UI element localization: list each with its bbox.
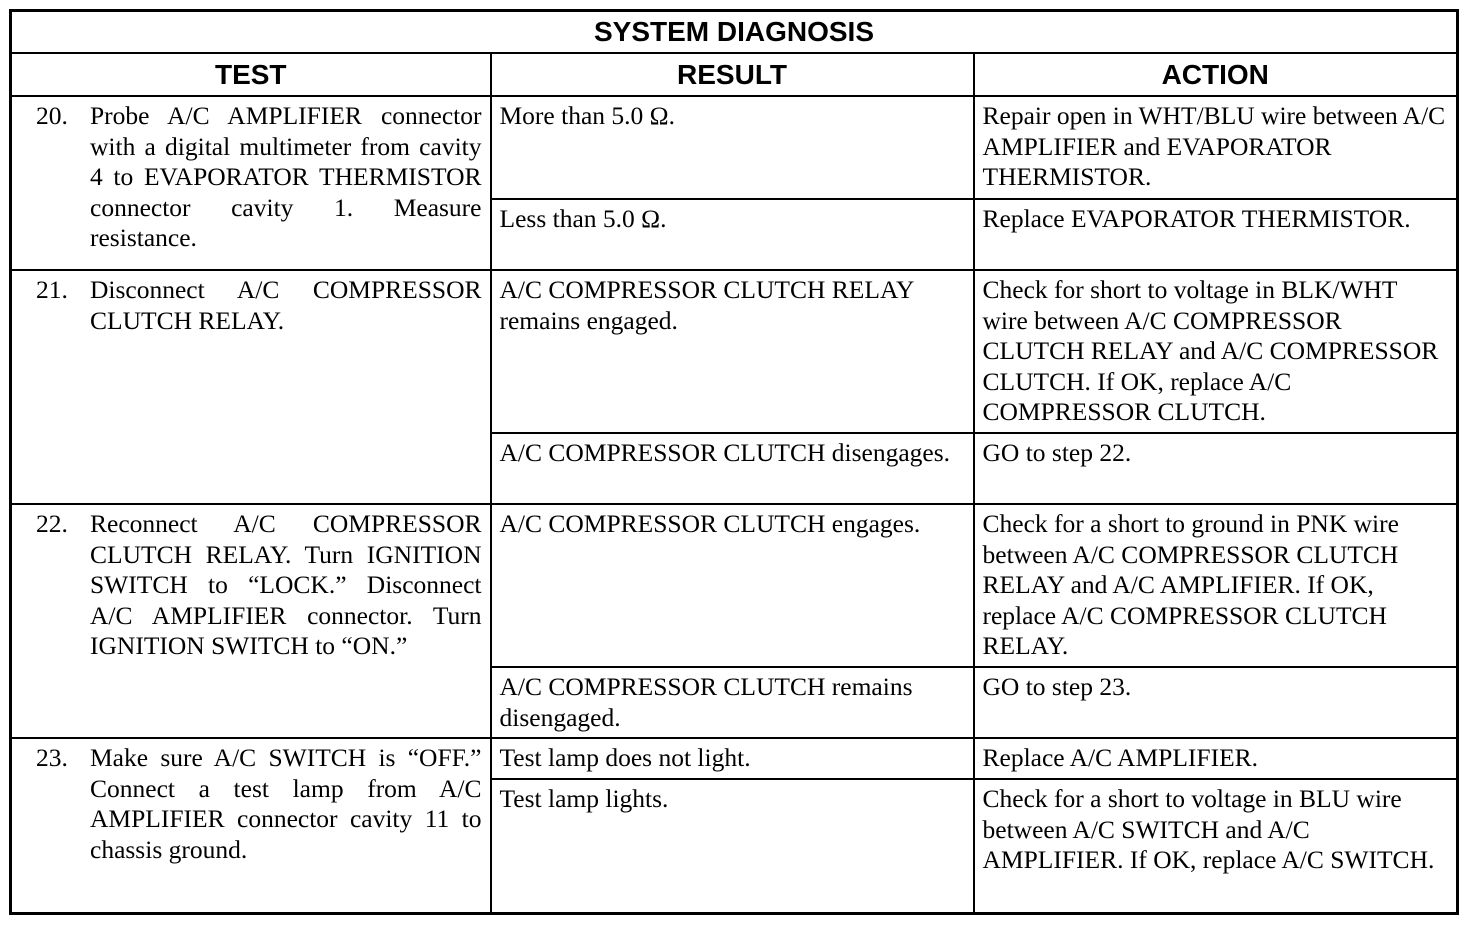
step-number: 20. bbox=[36, 101, 68, 130]
result-cell: Test lamp lights. bbox=[491, 779, 974, 914]
test-cell-step-22 bbox=[11, 504, 491, 738]
result-cell: A/C COMPRESSOR CLUTCH RELAY remains engaged. bbox=[491, 270, 974, 433]
test-cell-step-23 bbox=[11, 738, 491, 914]
table-row bbox=[11, 96, 1458, 199]
header-row bbox=[11, 53, 1458, 96]
test-text: Make sure A/C SWITCH is “OFF.” Connect a test lamp from A/C AMPLIFIER connector cavity 11 to chassis ground. bbox=[90, 743, 482, 864]
column-header-action: ACTION bbox=[974, 53, 1458, 96]
result-cell: More than 5.0 Ω. bbox=[491, 96, 974, 199]
action-cell: Replace EVAPORATOR THERMISTOR. bbox=[974, 199, 1458, 270]
action-cell: Repair open in WHT/BLU wire between A/C AMPLIFIER and EVAPORATOR THERMISTOR. bbox=[974, 96, 1458, 199]
column-header-test: TEST bbox=[11, 53, 491, 96]
result-cell: A/C COMPRESSOR CLUTCH remains disengaged. bbox=[491, 667, 974, 738]
test-text: Probe A/C AMPLIFIER connector with a digital multimeter from cavity 4 to EVAPORATOR THERMISTOR connector cavity 1. Measure resistance. bbox=[90, 101, 482, 252]
test-text: Disconnect A/C COMPRESSOR CLUTCH RELAY. bbox=[90, 275, 482, 335]
action-cell: GO to step 22. bbox=[974, 433, 1458, 504]
test-text: Reconnect A/C COMPRESSOR CLUTCH RELAY. Turn IGNITION SWITCH to “LOCK.” Disconnect A/C AMPLIFIER connector. Turn IGNITION SWITCH to “ON.” bbox=[90, 509, 482, 660]
step-number: 21. bbox=[36, 275, 68, 304]
action-cell: Replace A/C AMPLIFIER. bbox=[974, 738, 1458, 779]
column-header-result: RESULT bbox=[491, 53, 974, 96]
action-cell: Check for short to voltage in BLK/WHT wire between A/C COMPRESSOR CLUTCH RELAY and A/C COMPRESSOR CLUTCH. If OK, replace A/C COMPRESSOR CLUTCH. bbox=[974, 270, 1458, 433]
table-row bbox=[11, 504, 1458, 667]
result-cell: Test lamp does not light. bbox=[491, 738, 974, 779]
action-cell: GO to step 23. bbox=[974, 667, 1458, 738]
result-cell: Less than 5.0 Ω. bbox=[491, 199, 974, 270]
table-row bbox=[11, 738, 1458, 779]
result-cell: A/C COMPRESSOR CLUTCH engages. bbox=[491, 504, 974, 667]
table-title: SYSTEM DIAGNOSIS bbox=[11, 11, 1458, 54]
title-row bbox=[11, 11, 1458, 54]
step-number: 22. bbox=[36, 509, 68, 538]
step-number: 23. bbox=[36, 743, 68, 772]
test-cell-step-20 bbox=[11, 96, 491, 270]
action-cell: Check for a short to ground in PNK wire between A/C COMPRESSOR CLUTCH RELAY and A/C AMPLIFIER. If OK, replace A/C COMPRESSOR CLUTCH RELAY. bbox=[974, 504, 1458, 667]
result-cell: A/C COMPRESSOR CLUTCH disengages. bbox=[491, 433, 974, 504]
system-diagnosis-table bbox=[9, 9, 1459, 915]
table-row bbox=[11, 270, 1458, 433]
action-cell: Check for a short to voltage in BLU wire between A/C SWITCH and A/C AMPLIFIER. If OK, replace A/C SWITCH. bbox=[974, 779, 1458, 914]
test-cell-step-21 bbox=[11, 270, 491, 504]
